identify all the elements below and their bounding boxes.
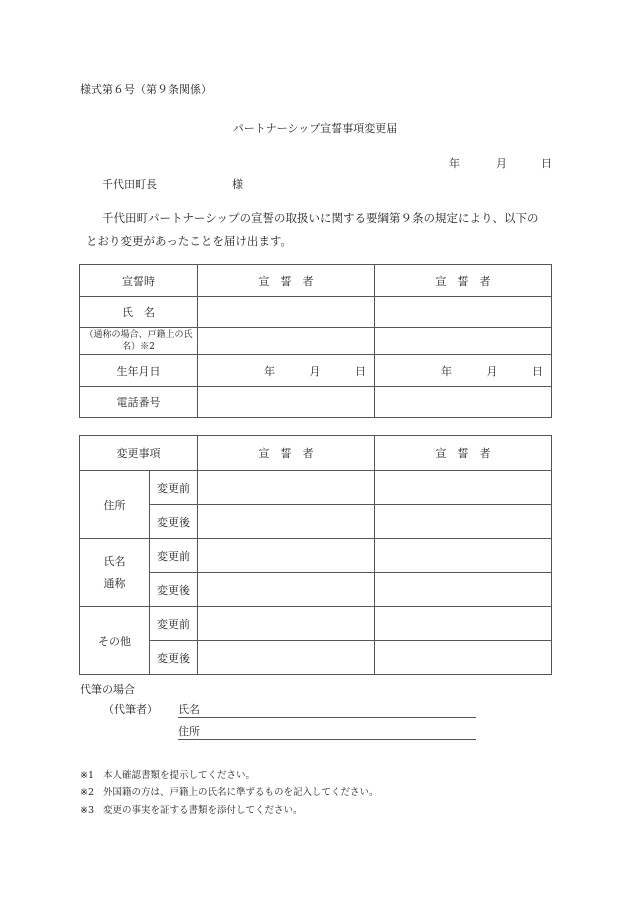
proxy-address-label: 住所	[178, 725, 200, 738]
changes-header-label: 変更事項	[80, 436, 198, 471]
alias-group-label: 通称	[103, 576, 126, 590]
name-before-field-1[interactable]	[198, 539, 375, 573]
phone-field-2[interactable]	[375, 387, 552, 418]
proxy-name-line[interactable]	[178, 700, 476, 718]
birthdate-field-2[interactable]	[375, 355, 552, 387]
other-after-field-2[interactable]	[375, 641, 552, 675]
birth-month-label: 月	[309, 364, 321, 378]
note-3	[80, 802, 303, 816]
birthdate-field-1[interactable]	[198, 355, 375, 387]
other-before-field-1[interactable]	[198, 607, 375, 641]
declarant-1-header: 宣 誓 者	[198, 265, 375, 297]
date-year-label: 年	[449, 157, 460, 170]
after-label: 変更後	[150, 641, 198, 675]
name-field-2[interactable]	[375, 297, 552, 328]
proxy-role: （代筆者）	[103, 703, 158, 716]
birth-year-label: 年	[264, 364, 275, 378]
note-mark: ※2	[80, 787, 95, 798]
note-mark: ※1	[80, 770, 95, 781]
note-text: 外国籍の方は、戸籍上の氏名に準ずるものを記入してください。	[103, 787, 379, 798]
declarant-1-header: 宣 誓 者	[198, 436, 375, 471]
name-group-label: 氏名	[103, 554, 126, 568]
note-mark: ※3	[80, 805, 95, 816]
name-after-field-2[interactable]	[375, 573, 552, 607]
proxy-heading: 代筆の場合	[80, 683, 135, 696]
name-field-1[interactable]	[198, 297, 375, 328]
alias-field-1[interactable]	[198, 328, 375, 355]
changes-table	[79, 435, 552, 675]
birth-year-label: 年	[441, 364, 452, 378]
birth-day-label: 日	[532, 364, 543, 378]
alias-label: （通称の場合、戸籍上の氏名）※2	[80, 328, 198, 355]
declaration-table	[79, 264, 552, 418]
note-text: 変更の事実を証する書類を添付してください。	[103, 805, 303, 816]
after-label: 変更後	[150, 505, 198, 539]
address-group-label: 住所	[80, 471, 150, 539]
phone-label: 電話番号	[80, 387, 198, 418]
before-label: 変更前	[150, 471, 198, 505]
birth-day-label: 日	[355, 364, 366, 378]
address-before-field-1[interactable]	[198, 471, 375, 505]
alias-field-2[interactable]	[375, 328, 552, 355]
address-after-field-1[interactable]	[198, 505, 375, 539]
declarant-2-header: 宣 誓 者	[375, 436, 552, 471]
intro-line-1: 千代田町パートナーシップの宣誓の取扱いに関する要綱第９条の規定により、以下の	[102, 211, 539, 225]
birthdate-label: 生年月日	[80, 355, 198, 387]
before-label: 変更前	[150, 607, 198, 641]
date-month-label: 月	[496, 157, 507, 170]
name-after-field-1[interactable]	[198, 573, 375, 607]
note-1	[80, 767, 255, 781]
addressee: 千代田町長	[102, 178, 157, 191]
phone-field-1[interactable]	[198, 387, 375, 418]
after-label: 変更後	[150, 573, 198, 607]
proxy-address-line[interactable]	[178, 722, 476, 740]
other-before-field-2[interactable]	[375, 607, 552, 641]
other-after-field-1[interactable]	[198, 641, 375, 675]
address-after-field-2[interactable]	[375, 505, 552, 539]
intro-line-2: とおり変更があったことを届け出ます。	[86, 234, 292, 248]
declaration-header-label: 宣誓時	[80, 265, 198, 297]
declarant-2-header: 宣 誓 者	[375, 265, 552, 297]
address-before-field-2[interactable]	[375, 471, 552, 505]
name-before-field-2[interactable]	[375, 539, 552, 573]
proxy-name-label: 氏名	[178, 703, 200, 716]
note-text: 本人確認書類を提示してください。	[103, 770, 256, 781]
date-day-label: 日	[541, 157, 552, 170]
other-group-label: その他	[80, 607, 150, 675]
note-2	[80, 784, 379, 798]
before-label: 変更前	[150, 539, 198, 573]
honorific: 様	[232, 178, 243, 191]
name-label: 氏 名	[80, 297, 198, 328]
birth-month-label: 月	[486, 364, 498, 378]
form-number: 様式第６号（第９条関係）	[80, 83, 212, 96]
name-alias-group-label	[80, 539, 150, 607]
page-title: パートナーシップ宣誓事項変更届	[232, 122, 398, 135]
